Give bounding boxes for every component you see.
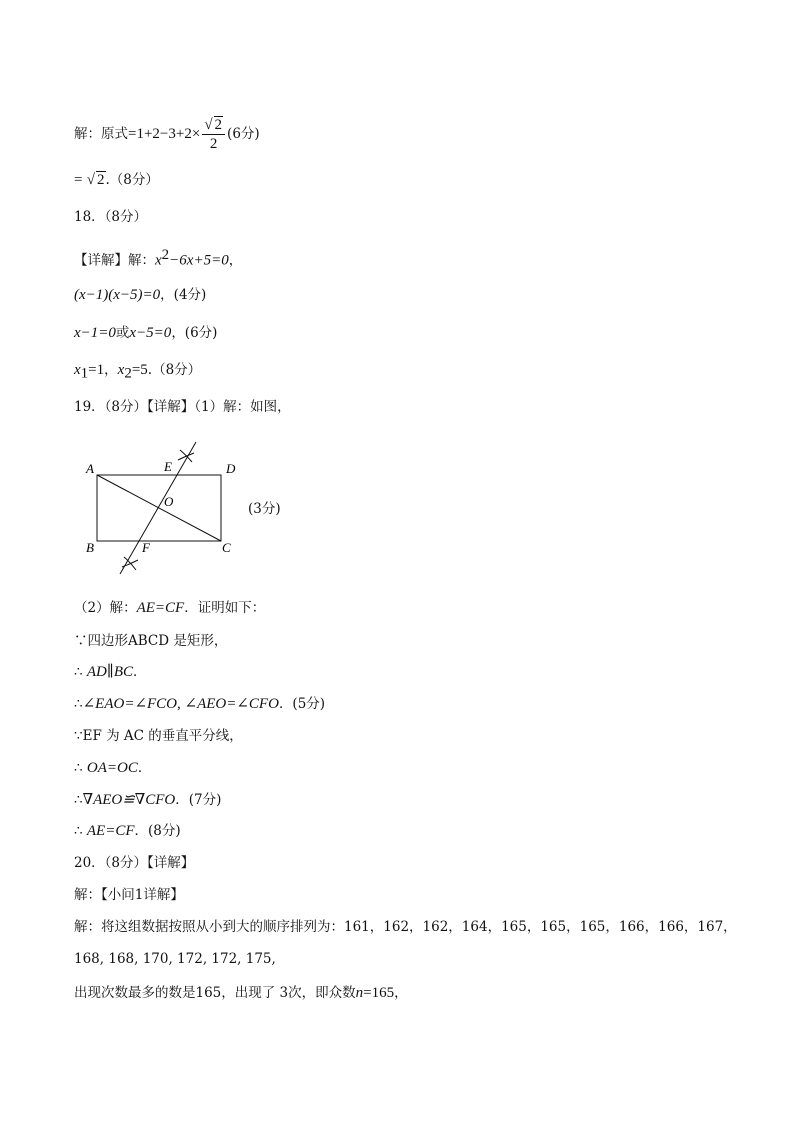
- fraction: [202, 116, 225, 153]
- figure-score: (3分): [248, 501, 281, 517]
- therefore-sign: ∴: [74, 823, 87, 839]
- equation: −6x+5=0: [169, 252, 229, 269]
- punctuation: ．: [137, 760, 152, 776]
- statement: AE=CF: [86, 823, 135, 839]
- score-note: ，(4分): [160, 287, 207, 303]
- arc-mark-bottom-1: [122, 560, 138, 567]
- therefore-sign: ∴: [74, 664, 87, 680]
- value: =5: [131, 362, 148, 378]
- score-note: (6分): [227, 126, 260, 142]
- exponent: 2: [161, 247, 170, 263]
- solution-line-1: [74, 116, 260, 153]
- proof-line-7: [74, 821, 181, 841]
- statement: ∇AEO≌∇CFO: [82, 792, 176, 808]
- label-e: E: [164, 459, 172, 474]
- mode-text: 出现次数最多的数是165，出现了 3次，即众数: [74, 985, 356, 1001]
- equation-b: x−5=0: [129, 325, 172, 341]
- proof-line-2: [74, 662, 146, 682]
- therefore-sign: ∴: [74, 760, 87, 776]
- question-20-heading: 20．（8分）【详解】: [74, 855, 195, 871]
- q20-data-line-1: 解：将这组数据按照从小到大的顺序排列为：161，162，162，164，165，165，165，166，166，167，: [74, 919, 737, 935]
- expression: =1+2−3+2×: [128, 126, 201, 142]
- equation-a: x−1=0: [74, 325, 116, 341]
- label-c: C: [222, 540, 231, 555]
- q18-line-2: [74, 285, 206, 305]
- subscript: 2: [124, 365, 132, 382]
- value: =1: [88, 362, 105, 378]
- proof-line-5: [74, 758, 151, 778]
- q18-line-1: [74, 245, 242, 271]
- fraction-denominator: 2: [209, 136, 218, 152]
- punctuation: ，: [394, 985, 408, 1001]
- proof-intro: ．证明如下：: [184, 600, 266, 616]
- sqrt-icon: √: [204, 117, 213, 133]
- variable: x: [117, 362, 125, 378]
- diagonal-ac: [97, 475, 221, 541]
- or-word: 或: [115, 325, 130, 341]
- sqrt-value: 2: [97, 172, 105, 188]
- score-note: ．(8分): [134, 823, 181, 839]
- punctuation: ．: [132, 664, 147, 680]
- statement: OA=OC: [86, 760, 138, 776]
- therefore-sign: ∴: [74, 696, 83, 712]
- separator: ，: [104, 362, 118, 378]
- equals-sign: =: [74, 172, 83, 188]
- q20-mode-line: [74, 983, 408, 1003]
- score-note: ．(5分): [278, 696, 326, 712]
- label-o: O: [164, 494, 174, 509]
- score-note: ，(6分): [171, 325, 218, 341]
- therefore-sign: ∴: [74, 792, 83, 808]
- part-lead: （2）解：: [74, 600, 137, 616]
- proof-line-6: [74, 790, 221, 810]
- mode-value: =165: [363, 985, 395, 1001]
- solution-lead: 解：原式: [74, 126, 128, 142]
- part-2-line: [74, 598, 265, 618]
- label-a: A: [86, 461, 94, 476]
- question-18-heading: 18．（8分）: [74, 209, 148, 225]
- punctuation: ，: [228, 252, 243, 269]
- score-note: ．(7分): [175, 792, 222, 808]
- statement: AD∥BC: [86, 664, 133, 680]
- subscript: 1: [80, 365, 89, 382]
- label-b: B: [86, 540, 94, 555]
- claim: AE=CF: [136, 600, 185, 616]
- sqrt-icon: √: [86, 172, 95, 188]
- fraction-numerator: 2: [214, 117, 223, 133]
- q20-data-line-2: 168, 168, 170, 172, 172, 175,: [74, 951, 276, 967]
- proof-line-3: [74, 694, 325, 714]
- q20-subheading: 解：【小问1详解】: [74, 887, 184, 903]
- variable: x: [74, 362, 81, 378]
- solution-line-2: [74, 170, 159, 190]
- variable: n: [355, 985, 364, 1001]
- statement: ∠EAO=∠FCO, ∠AEO=∠CFO: [82, 696, 279, 712]
- q18-line-3: [74, 323, 217, 343]
- question-19-heading: 19．（8分）【详解】（1）解：如图，: [74, 399, 291, 415]
- factored-equation: (x−1)(x−5)=0: [74, 287, 161, 303]
- score-note: .（8分）: [147, 362, 202, 378]
- label-d: D: [226, 461, 236, 476]
- proof-line-1: ∵四边形ABCD 是矩形，: [74, 633, 228, 649]
- q18-line-4: [74, 360, 201, 384]
- bisector-ef: [120, 442, 196, 574]
- detail-lead: 【详解】解：: [74, 252, 155, 269]
- variable: x: [155, 252, 162, 269]
- proof-line-4: ∵EF 为 AC 的垂直平分线，: [74, 728, 243, 744]
- score-note: .（8分）: [105, 172, 159, 188]
- label-f: F: [142, 540, 150, 555]
